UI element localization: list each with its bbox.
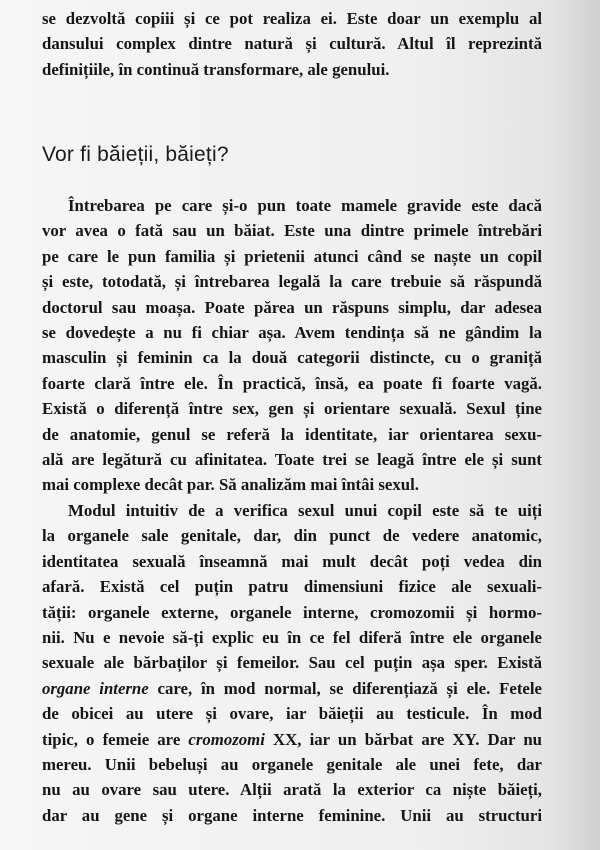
text-segment: XX, iar un bărbat are XY. Dar nu <box>264 729 542 749</box>
italic-term: cromozomi <box>188 729 265 749</box>
body-text <box>42 193 542 828</box>
text-line: pe care le pun familia și prietenii atunci când se naște un copil <box>42 246 542 266</box>
text-line: la organele sale genitale, dar, din punct de vedere anatomic, <box>42 526 542 546</box>
text-line <box>42 676 542 701</box>
text-line: sexuale ale bărbaților și femeilor. Sau cel puțin așa sper. Există <box>42 653 542 673</box>
text-segment: care, în mod normal, se diferențiază și ele. Fetele <box>148 678 542 698</box>
text-line: doctorul sau moașa. Poate părea un răspuns simplu, dar adesea <box>42 297 542 317</box>
text-line: identitatea sexuală înseamnă mai mult decât poți vedea din <box>42 551 542 571</box>
text-line: mereu. Unii bebeluși au organele genitale ale unei fete, dar <box>42 754 542 774</box>
text-line: Întrebarea pe care și-o pun toate mamele gravide este dacă <box>68 196 542 215</box>
text-line: nu au ovare sau utere. Alții arată la exterior ca niște băieți, <box>42 780 542 800</box>
text-line <box>42 727 542 752</box>
text-line: și este, totodată, și întrebarea legală la care trebuie să răspundă <box>42 272 542 292</box>
text-line: mai complexe decât par. Să analizăm mai întâi sexul. <box>42 475 419 495</box>
text-line: foarte clară între ele. În practică, însă, ea poate fi foarte vagă. <box>42 373 542 393</box>
text-line: de obicei au utere și ovare, iar băieții au testicule. În mod <box>42 704 542 724</box>
text-line: afară. Există cel puțin patru dimensiuni fizice ale sexuali- <box>42 577 542 597</box>
section-heading: Vor fi băieții, băieți? <box>42 143 229 166</box>
text-line: ală are legătură cu afinitatea. Toate trei se leagă între ele și sunt <box>42 450 542 470</box>
top-paragraph <box>42 6 542 82</box>
text-line: masculin și feminin ca la două categorii distincte, cu o graniță <box>42 348 542 368</box>
italic-term: organe interne <box>42 678 149 698</box>
text-line: se dovedește a nu fi chiar așa. Avem tendința să ne gândim la <box>42 323 542 343</box>
text-line: de anatomie, genul se referă la identitate, iar orientarea sexu- <box>42 424 542 444</box>
text-line: Există o diferență între sex, gen și orientare sexuală. Sexul ține <box>42 399 542 419</box>
text-line: Modul intuitiv de a verifica sexul unui copil este să te uiți <box>68 500 542 520</box>
text-line: dar au gene și organe interne feminine. Unii au structuri <box>42 805 542 825</box>
text-line: dansului complex dintre natură și cultură. Altul îl reprezintă <box>42 34 542 54</box>
text-line: tății: organele externe, organele interne, cromozomii și hormo- <box>42 602 542 622</box>
text-line: nii. Nu e nevoie să-ți explic eu în ce fel diferă între ele organele <box>42 627 542 647</box>
text-line: se dezvoltă copiii și ce pot realiza ei. Este doar un exemplu al <box>42 9 542 28</box>
text-line: vor avea o fată sau un băiat. Este una dintre primele întrebări <box>42 221 542 241</box>
text-line: definițiile, în continuă transformare, ale genului. <box>42 59 390 79</box>
text-segment: tipic, o femeie are <box>42 729 189 749</box>
